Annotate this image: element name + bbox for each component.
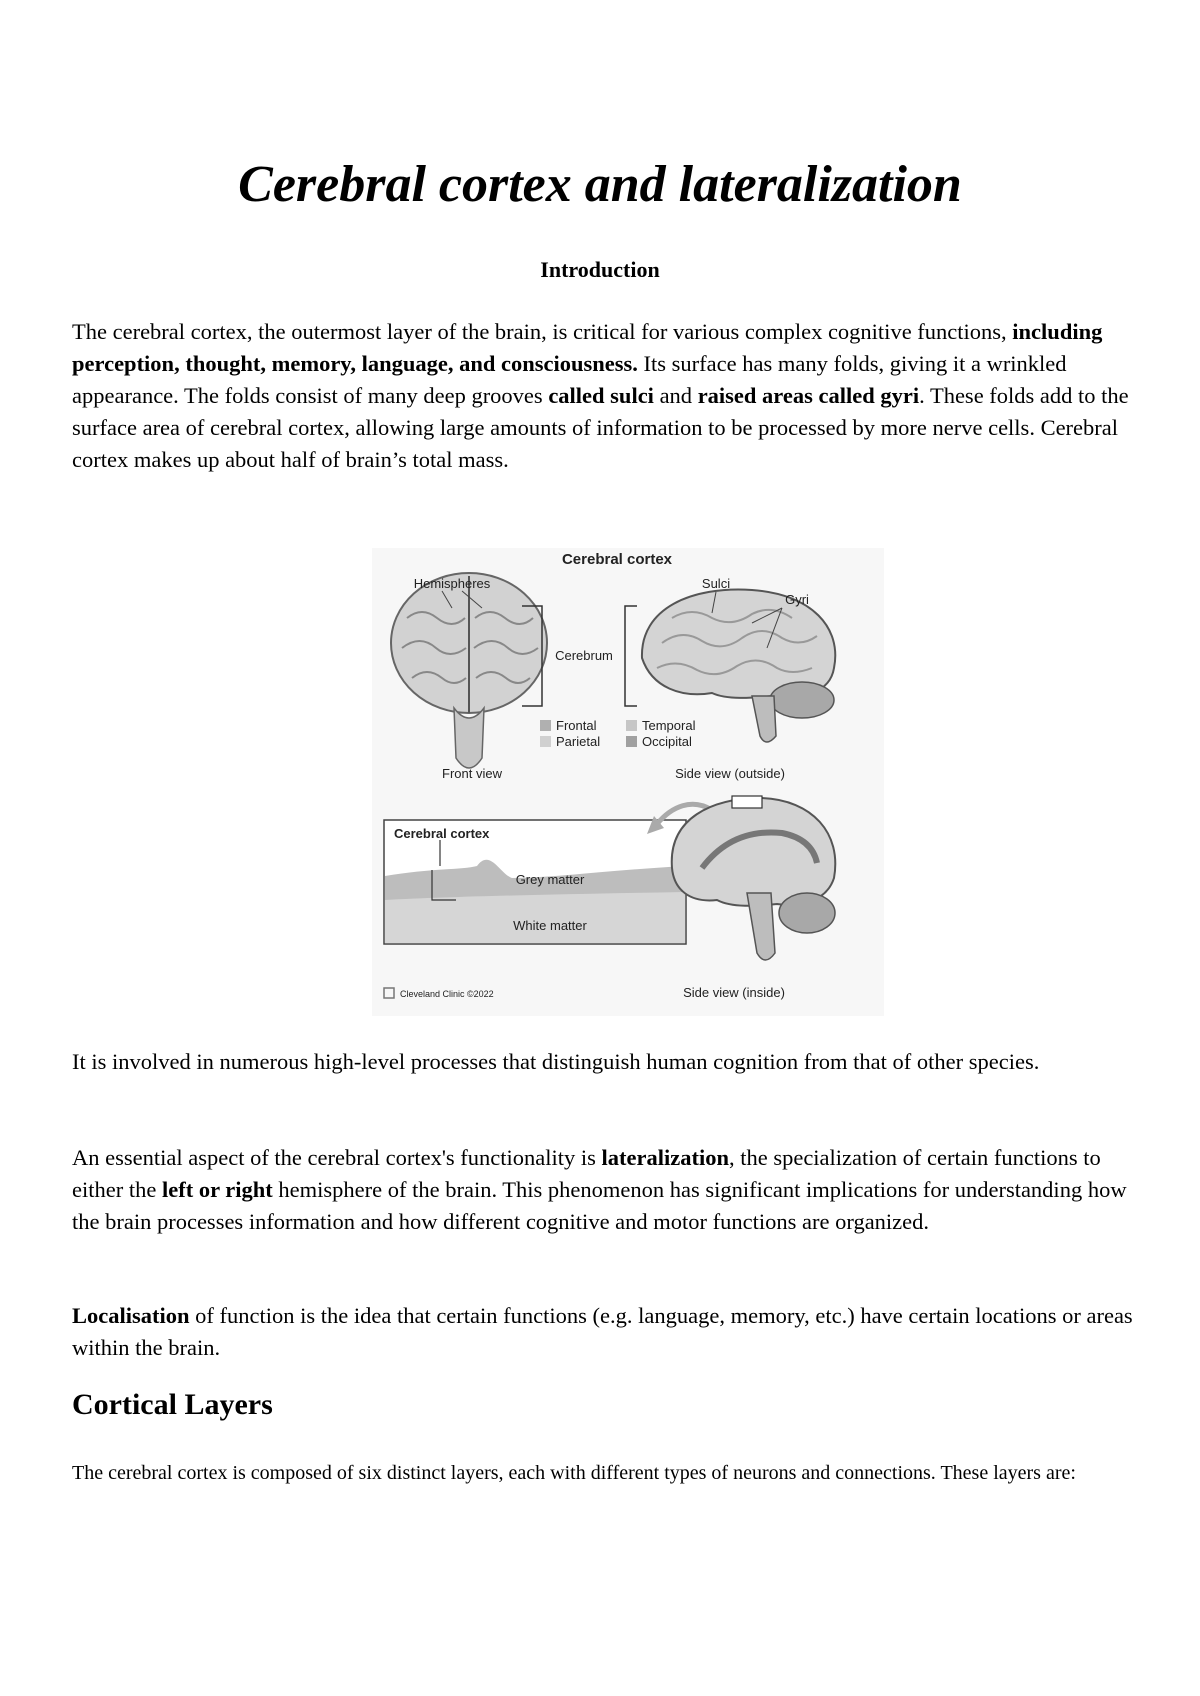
legend-occipital: Occipital — [642, 734, 692, 749]
cerebral-cortex-figure — [372, 548, 884, 1016]
intro-paragraph: The cerebral cortex, the outermost layer of the brain, is critical for various complex cognitive functions, including perception, thought, memory, language, and consciousness. Its surface has many folds, giving it a wrinkled appearance. The folds consist of many deep grooves called sulci and raised areas called gyri. These folds add to the surface area of cerebral cortex, allowing large amounts of information to be processed by more nerve cells. Cerebral cortex makes up about half of brain’s total mass. — [72, 319, 1129, 472]
legend-frontal: Frontal — [556, 718, 597, 733]
hemispheres-label: Hemispheres — [413, 576, 491, 591]
figure-title: Cerebral cortex — [561, 551, 673, 568]
cleveland-clinic-logo-icon — [384, 988, 394, 998]
legend-temporal: Temporal — [642, 718, 696, 733]
grey-matter-label: Grey matter — [515, 872, 585, 887]
figure-credit: Cleveland Clinic ©2022 — [400, 989, 494, 999]
lobe-legend — [540, 718, 696, 749]
sulci-label: Sulci — [701, 576, 731, 591]
gyri-label: Gyri — [785, 592, 809, 607]
cortical-layers-paragraph: The cerebral cortex is composed of six distinct layers, each with different types of neurons and connections. These layers are: — [72, 1462, 1076, 1484]
localisation-paragraph: Localisation of function is the idea that certain functions (e.g. language, memory, etc.) have certain locations or areas within the brain. — [72, 1303, 1133, 1360]
side-view-outside-caption: Side view (outside) — [675, 766, 785, 781]
cerebrum-label: Cerebrum — [555, 648, 613, 663]
cortical-layers-heading: Cortical Layers — [72, 1388, 273, 1421]
side-view-inside-caption: Side view (inside) — [683, 985, 785, 1000]
document-title: Cerebral cortex and lateralization — [238, 155, 962, 213]
front-view-caption: Front view — [442, 766, 502, 781]
white-matter-label: White matter — [513, 918, 587, 933]
bracket-right — [625, 606, 637, 706]
lateralization-paragraph: An essential aspect of the cerebral cortex's functionality is lateralization, the specialization of certain functions to either the left or right hemisphere of the brain. This phenomenon has significant implications for understanding how the brain processes information and how different cognitive and motor functions are organized. — [72, 1145, 1127, 1234]
inset-cortex-label: Cerebral cortex — [394, 826, 490, 841]
legend-parietal: Parietal — [556, 734, 601, 749]
introduction-heading: Introduction — [540, 257, 660, 282]
side-view-inside-brain-illustration — [672, 796, 836, 960]
front-view-brain-illustration — [391, 573, 547, 768]
involvement-paragraph: It is involved in numerous high-level processes that distinguish human cognition from that of other species. — [72, 1049, 1040, 1074]
